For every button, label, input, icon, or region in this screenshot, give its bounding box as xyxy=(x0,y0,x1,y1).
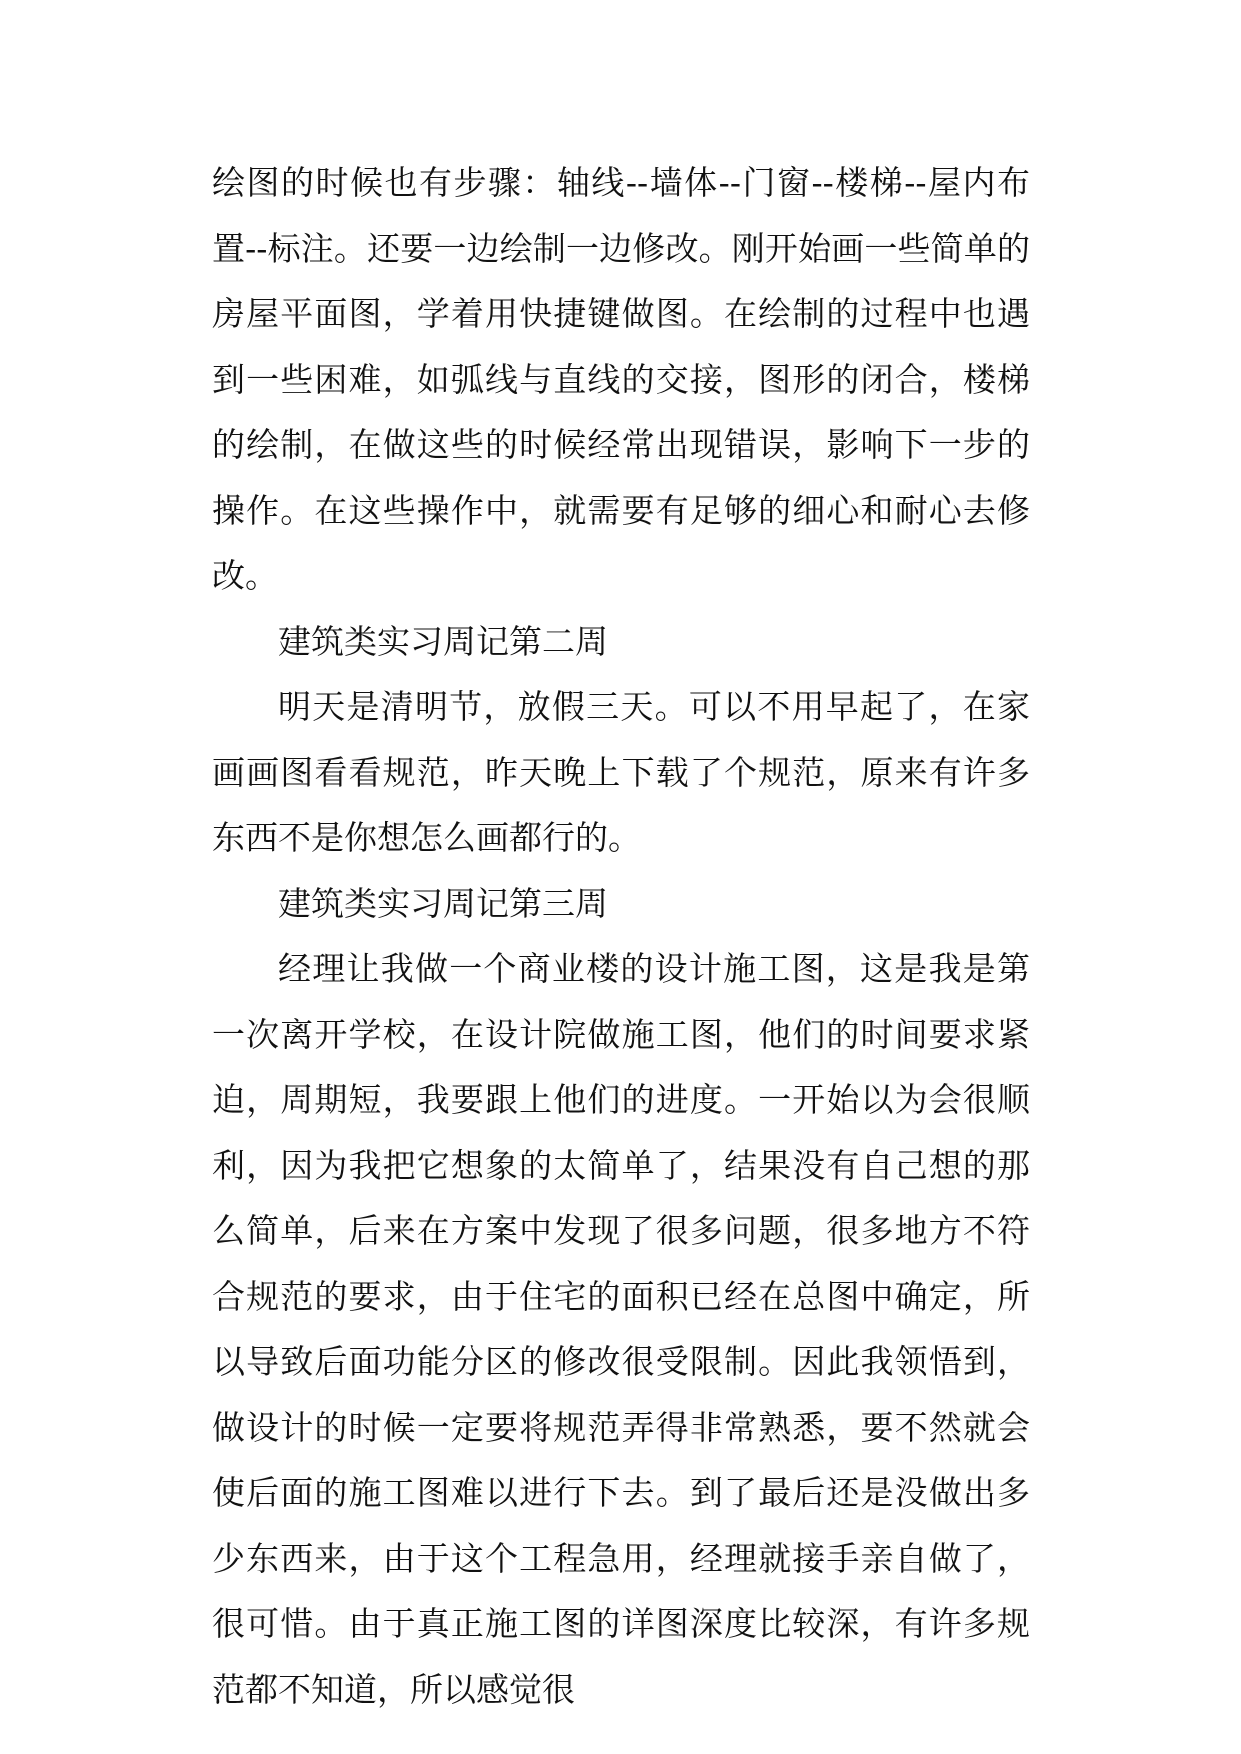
paragraph-week-two: 明天是清明节，放假三天。可以不用早起了，在家画画图看看规范，昨天晚上下载了个规范，原来有许多东西不是你想怎么画都行的。 xyxy=(212,687,1030,857)
body-text xyxy=(212,150,1030,1722)
paragraph-drawing-steps: 绘图的时候也有步骤：轴线--墙体--门窗--楼梯--屋内布置--标注。还要一边绘制一边修改。刚开始画一些简单的房屋平面图，学着用快捷键做图。在绘制的过程中也遇到一些困难，如弧线与直线的交接，图形的闭合，楼梯的绘制，在做这些的时候经常出现错误，影响下一步的操作。在这些操作中，就需要有足够的细心和耐心去修改。 xyxy=(212,163,1031,595)
heading-week-two: 建筑类实习周记第二周 xyxy=(278,621,608,661)
paragraph-week-three: 经理让我做一个商业楼的设计施工图，这是我是第一次离开学校，在设计院做施工图，他们的时间要求紧迫，周期短，我要跟上他们的进度。一开始以为会很顺利，因为我把它想象的太简单了，结果没有自己想的那么简单，后来在方案中发现了很多问题，很多地方不符合规范的要求，由于住宅的面积已经在总图中确定，所以导致后面功能分区的修改很受限制。因此我领悟到，做设计的时候一定要将规范弄得非常熟悉，要不然就会使后面的施工图难以进行下去。到了最后还是没做出多少东西来，由于这个工程急用，经理就接手亲自做了，很可惜。由于真正施工图的详图深度比较深，有许多规范都不知道，所以感觉很 xyxy=(212,949,1030,1709)
heading-week-three: 建筑类实习周记第三周 xyxy=(278,883,608,923)
